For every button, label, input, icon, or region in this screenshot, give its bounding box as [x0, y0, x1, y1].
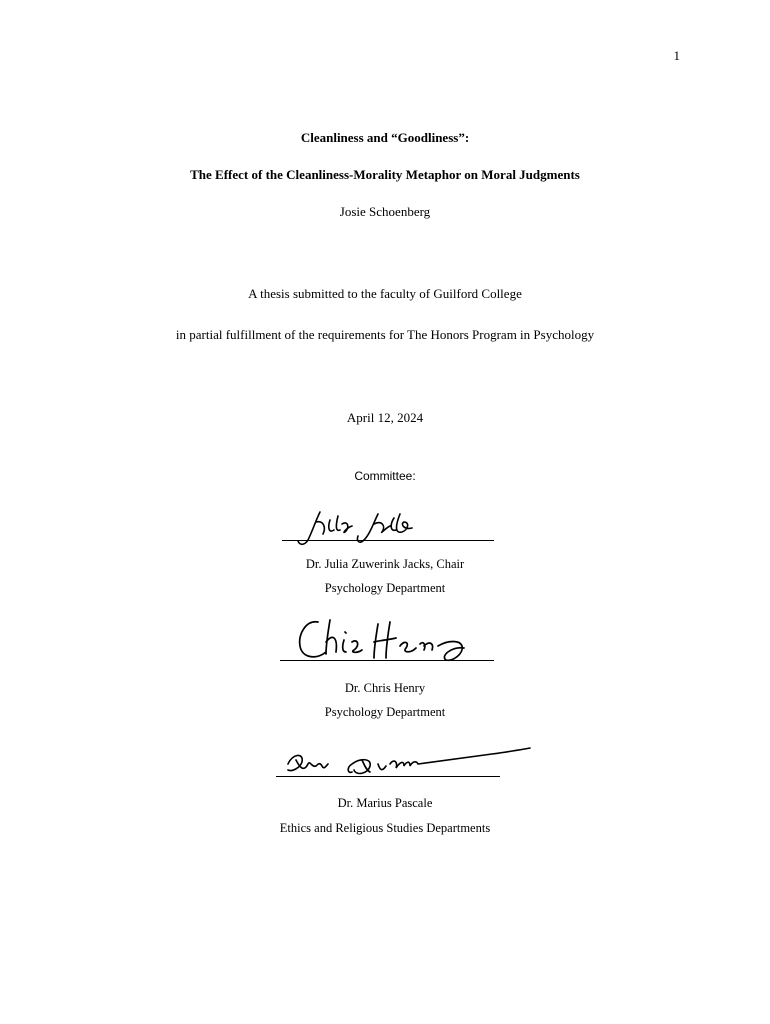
signature-line-2 — [280, 660, 494, 661]
submission-date: April 12, 2024 — [346, 410, 424, 425]
signature-line-3 — [276, 776, 500, 777]
statement-line-2: in partial fulfillment of the requirements for The Honors Program in Psychology — [175, 327, 595, 342]
author-name: Josie Schoenberg — [339, 204, 431, 219]
thesis-subtitle: The Effect of the Cleanliness-Morality Metaphor on Moral Judgments — [190, 167, 580, 182]
committee-heading: Committee: — [354, 469, 416, 483]
thesis-title: Cleanliness and “Goodliness”: — [300, 130, 470, 145]
committee-member-department-2: Psychology Department — [324, 705, 446, 719]
committee-member-name-2: Dr. Chris Henry — [344, 681, 426, 695]
page-number: 1 — [673, 48, 680, 63]
statement-line-1: A thesis submitted to the faculty of Guilford College — [248, 286, 522, 301]
committee-member-department-1: Psychology Department — [324, 581, 446, 595]
committee-member-department-3: Ethics and Religious Studies Departments — [279, 821, 491, 835]
committee-member-name-1: Dr. Julia Zuwerink Jacks, Chair — [305, 557, 465, 571]
signature-julia-jacks — [290, 506, 430, 548]
signature-line-1 — [282, 540, 494, 541]
committee-member-name-3: Dr. Marius Pascale — [337, 796, 433, 810]
signature-chris-henry — [292, 616, 472, 670]
